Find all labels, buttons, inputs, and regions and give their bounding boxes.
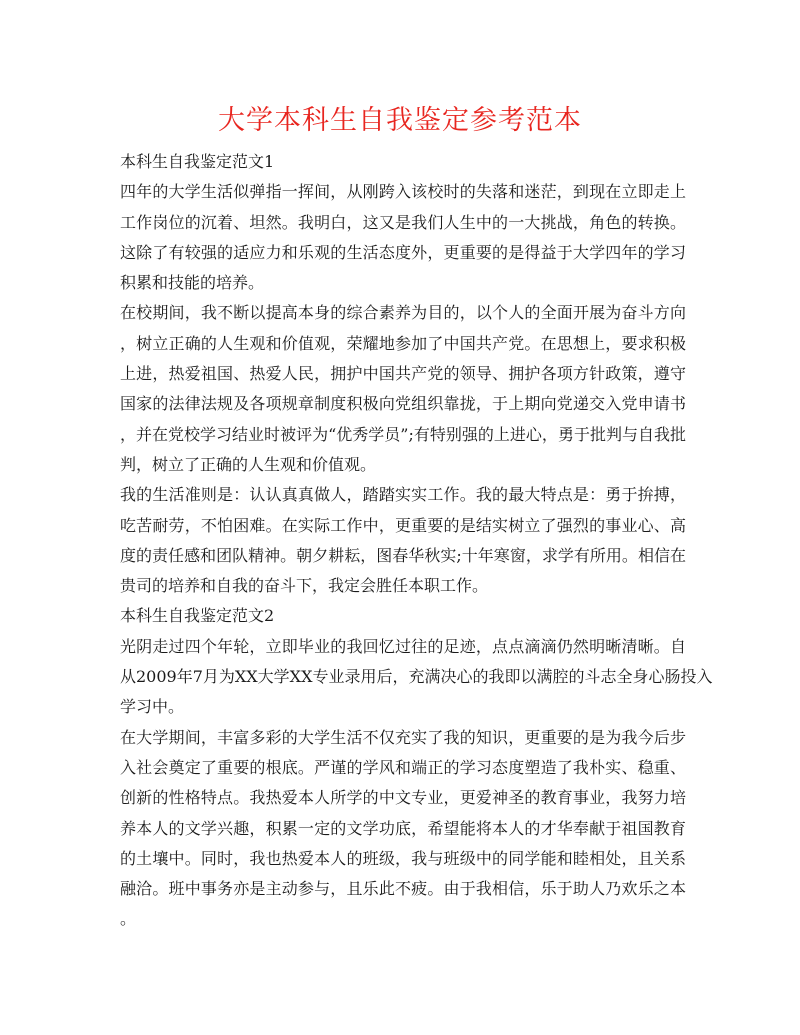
paragraph-line: 。 — [120, 909, 137, 929]
paragraph-line: 我的生活准则是：认认真真做人，踏踏实实工作。我的最大特点是：勇于拚搏， — [120, 485, 686, 505]
paragraph-line: 国家的法律法规及各项规章制度积极向党组织靠拢，于上期向党递交入党申请书 — [120, 394, 686, 414]
paragraph-line: 判，树立了正确的人生观和价值观。 — [120, 454, 377, 474]
paragraph-line: 入社会奠定了重要的根底。严谨的学风和端正的学习态度塑造了我朴实、稳重、 — [120, 757, 686, 777]
paragraph-line: 创新的性格特点。我热爱本人所学的中文专业，更爱神圣的教育事业，我努力培 — [120, 788, 686, 808]
document-body — [120, 147, 713, 935]
paragraph-line: 积累和技能的培养。 — [120, 273, 265, 293]
section-heading-2: 本科生自我鉴定范文2 — [120, 606, 275, 626]
paragraph-line: ，树立正确的人生观和价值观，荣耀地参加了中国共产党。在思想上，要求积极 — [120, 333, 686, 353]
paragraph-line: 融洽。班中事务亦是主动参与，且乐此不疲。由于我相信，乐于助人乃欢乐之本 — [120, 879, 686, 899]
paragraph-line: 这除了有较强的适应力和乐观的生活态度外，更重要的是得益于大学四年的学习 — [120, 242, 686, 262]
paragraph-line: 上进，热爱祖国、热爱人民，拥护中国共产党的领导、拥护各项方针政策，遵守 — [120, 364, 686, 384]
paragraph-line: 光阴走过四个年轮，立即毕业的我回忆过往的足迹，点点滴滴仍然明晰清晰。自 — [120, 636, 686, 656]
paragraph-line: 吃苦耐劳，不怕困难。在实际工作中，更重要的是结实树立了强烈的事业心、高 — [120, 515, 686, 535]
paragraph-line: 学习中。 — [120, 697, 185, 717]
paragraph-line: 工作岗位的沉着、坦然。我明白，这又是我们人生中的一大挑战，角色的转换。 — [120, 212, 686, 232]
paragraph-line: 从2009年7月为XX大学XX专业录用后，充满决心的我即以满腔的斗志全身心肠投入 — [120, 667, 713, 687]
paragraph-line: 的土壤中。同时，我也热爱本人的班级，我与班级中的同学能和睦相处，且关系 — [120, 848, 686, 868]
paragraph-line: 在大学期间，丰富多彩的大学生活不仅充实了我的知识，更重要的是为我今后步 — [120, 727, 686, 747]
paragraph-line: 在校期间，我不断以提高本身的综合素养为目的，以个人的全面开展为奋斗方向 — [120, 303, 686, 323]
document-title: 大学本科生自我鉴定参考范本 — [218, 105, 582, 136]
paragraph-line: ，并在党校学习结业时被评为“优秀学员”;有特别强的上进心，勇于批判与自我批 — [120, 424, 686, 444]
paragraph-line: 四年的大学生活似弹指一挥间，从刚跨入该校时的失落和迷茫，到现在立即走上 — [120, 182, 686, 202]
paragraph-line: 度的责任感和团队精神。朝夕耕耘，图春华秋实;十年寒窗，求学有所用。相信在 — [120, 545, 686, 565]
paragraph-line: 养本人的文学兴趣，积累一定的文学功底，希望能将本人的才华奉献于祖国教育 — [120, 818, 686, 838]
paragraph-line: 贵司的培养和自我的奋斗下，我定会胜任本职工作。 — [120, 576, 489, 596]
section-heading-1: 本科生自我鉴定范文1 — [120, 152, 275, 171]
